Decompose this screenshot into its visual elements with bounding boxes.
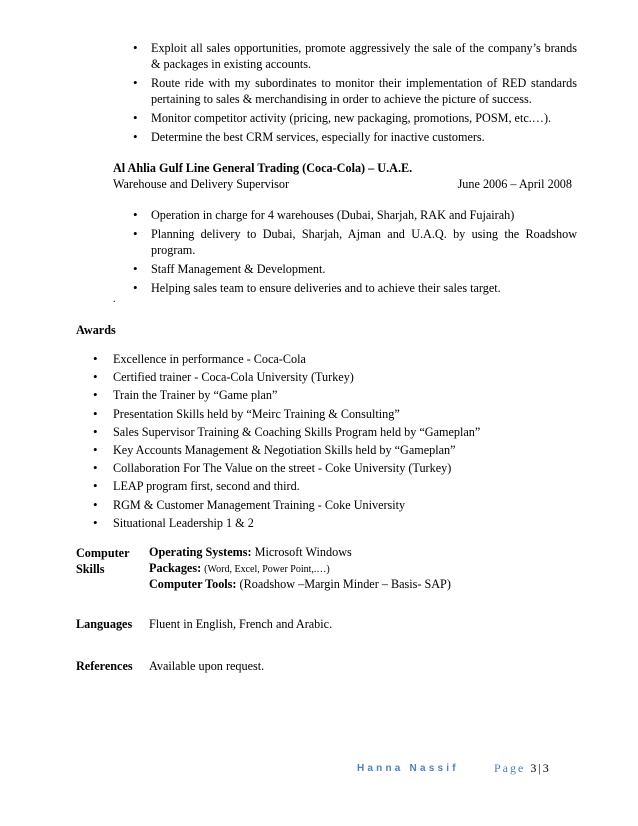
os-label: Operating Systems:	[149, 545, 252, 559]
list-item: • Operation in charge for 4 warehouses (Dubai, Sharjah, RAK and Fujairah)	[151, 207, 577, 223]
skills-label-line1: Computer	[76, 546, 130, 560]
list-item: • Exploit all sales opportunities, promote aggressively the sale of the company’s brands & packages in existing accounts.	[151, 40, 577, 72]
responsibilities-list	[151, 40, 577, 148]
references-label: References	[76, 659, 133, 673]
skills-label-line2: Skills	[76, 562, 105, 576]
list-item: • Certified trainer - Coca-Cola University (Turkey)	[113, 369, 533, 385]
tools-label: Computer Tools:	[149, 577, 237, 591]
list-item: • Presentation Skills held by “Meirc Training & Consulting”	[113, 406, 533, 422]
trailing-mark: .	[113, 294, 116, 305]
list-item: • LEAP program first, second and third.	[113, 478, 533, 494]
list-item: • Helping sales team to ensure deliveries and to achieve their sales target.	[151, 280, 577, 296]
os-line	[149, 545, 352, 560]
languages-value: Fluent in English, French and Arabic.	[149, 617, 333, 631]
list-item: • RGM & Customer Management Training - Coke University	[113, 497, 533, 513]
computer-skills-label	[76, 545, 129, 577]
job-dates: June 2006 – April 2008	[457, 177, 572, 191]
os-value: Microsoft Windows	[254, 545, 352, 559]
packages-value: (Word, Excel, Power Point,.…)	[204, 564, 330, 575]
packages-label: Packages:	[149, 561, 202, 575]
tools-value: (Roadshow –Margin Minder – Basis- SAP)	[239, 577, 451, 591]
languages-label: Languages	[76, 617, 133, 631]
job-duties-list	[151, 207, 577, 299]
list-item: • Collaboration For The Value on the street - Coke University (Turkey)	[113, 460, 533, 476]
awards-list	[113, 351, 533, 533]
footer-page	[494, 761, 551, 776]
tools-line	[149, 577, 451, 592]
list-item: • Sales Supervisor Training & Coaching Skills Program held by “Gameplan”	[113, 424, 533, 440]
list-item: • Key Accounts Management & Negotiation Skills held by “Gameplan”	[113, 442, 533, 458]
packages-line	[149, 561, 330, 576]
footer-name: Hanna Nassif	[357, 763, 459, 774]
references-value: Available upon request.	[149, 659, 265, 673]
job-company: Al Ahlia Gulf Line General Trading (Coca-Cola) – U.A.E.	[113, 161, 413, 175]
list-item: • Situational Leadership 1 & 2	[113, 515, 533, 531]
list-item: • Excellence in performance - Coca-Cola	[113, 351, 533, 367]
list-item: • Train the Trainer by “Game plan”	[113, 387, 533, 403]
awards-heading: Awards	[76, 323, 116, 337]
list-item: • Monitor competitor activity (pricing, new packaging, promotions, POSM, etc.…).	[151, 110, 577, 126]
list-item: • Determine the best CRM services, especially for inactive customers.	[151, 129, 577, 145]
list-item: • Staff Management & Development.	[151, 261, 577, 277]
list-item: • Route ride with my subordinates to monitor their implementation of RED standards pertaining to sales & merchandising in order to achieve the picture of success.	[151, 75, 577, 107]
page-number: 3|3	[530, 761, 551, 775]
page-word: Page	[494, 761, 526, 775]
list-item: • Planning delivery to Dubai, Sharjah, Ajman and U.A.Q. by using the Roadshow program.	[151, 226, 577, 258]
job-role: Warehouse and Delivery Supervisor	[113, 177, 290, 191]
